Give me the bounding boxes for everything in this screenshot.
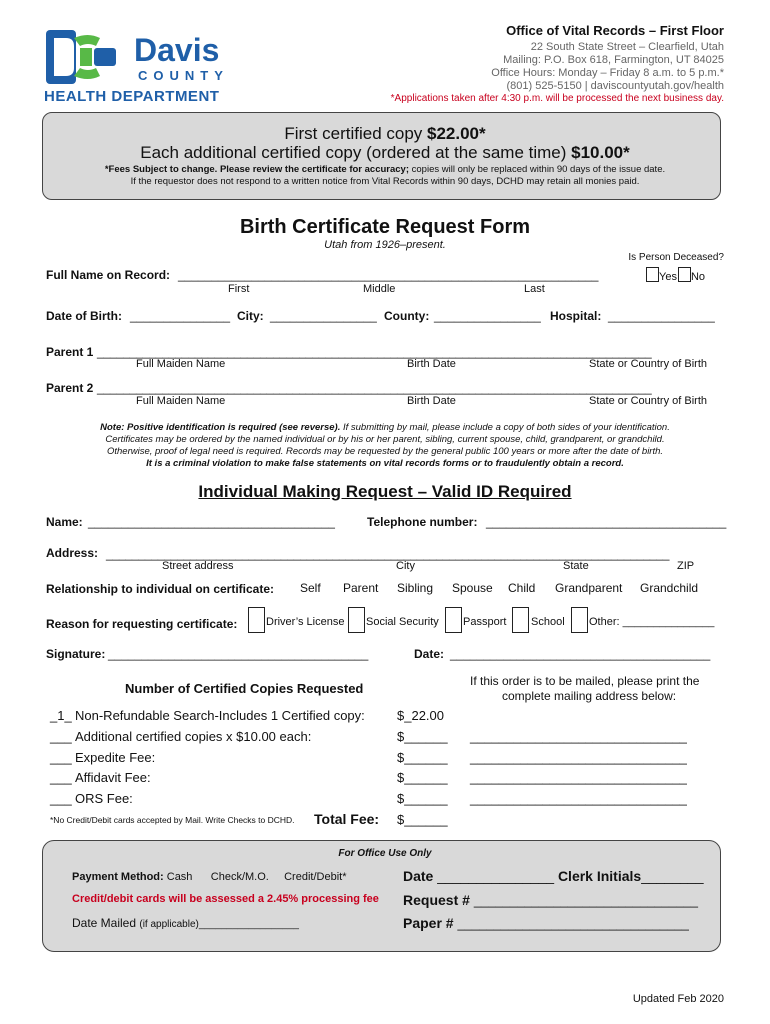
relationship-sibling[interactable]: Sibling <box>397 581 434 595</box>
fee-note-2: If the requestor does not respond to a written notice from Vital Records within 90 days, DCHD may retain all monies paid. <box>130 176 640 187</box>
request-number <box>403 892 698 908</box>
deceased-no-label: No <box>690 271 706 283</box>
office-phone-web: (801) 525-5150 | daviscountyutah.gov/health <box>506 80 724 92</box>
reason-other-checkbox[interactable] <box>571 607 588 633</box>
mail-address-line-4[interactable]: ______________________________ <box>470 791 687 806</box>
copies-row-3-qty[interactable]: ___ <box>50 750 72 765</box>
mail-note-1: If this order is to be mailed, please print the <box>470 674 700 688</box>
additional-copy-text: Each additional certified copy (ordered at the same time) <box>140 143 572 162</box>
logo-county-text: COUNTY <box>138 68 229 83</box>
relationship-child[interactable]: Child <box>508 581 536 595</box>
copies-row-5-label: ORS Fee: <box>75 791 133 806</box>
id-note-rest: If submitting by mail, please include a copy of both sides of your identification. <box>340 422 670 433</box>
mail-note-2: complete mailing address below: <box>502 689 677 703</box>
telephone-field[interactable]: ____________________________________ <box>486 515 727 529</box>
relationship-parent[interactable]: Parent <box>343 581 379 595</box>
office-date <box>403 868 704 884</box>
county-label: County: <box>384 309 430 323</box>
hospital-field[interactable]: ________________ <box>608 309 715 323</box>
full-name-label: Full Name on Record: <box>46 268 171 282</box>
parent1-maiden-caption: Full Maiden Name <box>136 358 226 370</box>
dob-label: Date of Birth: <box>46 309 122 323</box>
parent2-label: Parent 2 <box>46 381 94 395</box>
copies-row-2-qty[interactable]: ___ <box>50 729 72 744</box>
mail-address-line-2[interactable]: ______________________________ <box>470 750 687 765</box>
payment-method <box>72 871 346 883</box>
parent1-field[interactable]: _____________________________________________________________________________________ <box>97 345 652 359</box>
total-fee-amount[interactable]: $______ <box>397 812 448 827</box>
reason-social-security-label: Social Security <box>366 616 439 628</box>
mail-address-line-1[interactable]: ______________________________ <box>470 729 687 744</box>
is-deceased-label: Is Person Deceased? <box>628 252 724 263</box>
office-hours: Office Hours: Monday – Friday 8 a.m. to 5 p.m.* <box>491 67 724 79</box>
id-note-1 <box>0 422 770 433</box>
additional-copy-price: $10.00* <box>571 143 630 162</box>
street-caption: Street address <box>162 560 234 572</box>
date-label: Date: <box>414 647 445 661</box>
additional-copy-fee <box>0 143 770 163</box>
deceased-no-checkbox[interactable] <box>678 267 691 282</box>
relationship-grandparent[interactable]: Grandparent <box>555 581 623 595</box>
office-date-field[interactable]: _______________ <box>437 868 555 884</box>
copies-row-4-amount[interactable]: $______ <box>397 770 448 785</box>
applications-note: *Applications taken after 4:30 p.m. will be processed the next business day. <box>390 93 724 104</box>
parent2-field[interactable]: _____________________________________________________________________________________ <box>97 381 652 395</box>
fee-note-rest: copies will only be replaced within 90 days of the issue date. <box>409 164 666 175</box>
no-card-note: *No Credit/Debit cards accepted by Mail. Write Checks to DCHD. <box>50 815 295 825</box>
reason-school-checkbox[interactable] <box>512 607 529 633</box>
copies-row-2-amount[interactable]: $______ <box>397 729 448 744</box>
requester-heading: Individual Making Request – Valid ID Required <box>198 482 572 501</box>
copies-row-4-label: Affidavit Fee: <box>75 770 151 785</box>
copies-row-4-qty[interactable]: ___ <box>50 770 72 785</box>
date-field[interactable]: _______________________________________ <box>450 647 711 661</box>
copies-row-5-qty[interactable]: ___ <box>50 791 72 806</box>
middle-name-caption: Middle <box>363 283 396 295</box>
office-date-label: Date <box>403 868 434 884</box>
last-name-caption: Last <box>524 283 545 295</box>
parent2-birthdate-caption: Birth Date <box>407 395 456 407</box>
office-address: 22 South State Street – Clearfield, Utah <box>530 41 724 53</box>
total-fee-label: Total Fee: <box>314 811 380 827</box>
dob-field[interactable]: _______________ <box>130 309 231 323</box>
parent2-state-caption: State or Country of Birth <box>589 395 707 407</box>
reason-passport-checkbox[interactable] <box>445 607 462 633</box>
clerk-initials-field[interactable]: ________ <box>641 868 704 884</box>
logo <box>44 28 244 108</box>
card-fee-note: Credit/debit cards will be assessed a 2.45% processing fee <box>72 893 379 905</box>
first-copy-price: $22.00* <box>427 124 486 143</box>
reason-school-label: School <box>531 616 565 628</box>
first-name-caption: First <box>228 283 250 295</box>
id-note-3: Otherwise, proof of legal need is required. Records may be requested by the general public 100 years or more after the date of birth. <box>106 446 664 457</box>
copies-heading: Number of Certified Copies Requested <box>125 681 364 696</box>
date-mailed-label: Date Mailed <box>72 916 140 930</box>
office-mailing: Mailing: P.O. Box 618, Farmington, UT 84025 <box>503 54 724 66</box>
date-mailed-if-applicable: (if applicable) <box>139 919 199 930</box>
reason-other-label[interactable]: Other: _______________ <box>589 616 715 628</box>
city-label: City: <box>237 309 264 323</box>
signature-field[interactable]: _______________________________________ <box>108 647 369 661</box>
deceased-yes-checkbox[interactable] <box>646 267 659 282</box>
fee-note-1 <box>0 164 770 175</box>
relationship-self[interactable]: Self <box>300 581 321 595</box>
logo-dept-text: HEALTH DEPARTMENT <box>44 88 220 105</box>
updated-date: Updated Feb 2020 <box>632 993 724 1005</box>
office-use-heading: For Office Use Only <box>338 848 432 859</box>
requester-name-field[interactable]: _____________________________________ <box>88 515 335 529</box>
reason-drivers-license-label: Driver’s License <box>266 616 345 628</box>
date-mailed <box>72 916 299 930</box>
first-copy-text: First certified copy <box>284 124 428 143</box>
relationship-grandchild[interactable]: Grandchild <box>640 581 699 595</box>
payment-method-label: Payment Method: <box>72 871 164 883</box>
copies-row-3-label: Expedite Fee: <box>75 750 156 765</box>
parent1-birthdate-caption: Birth Date <box>407 358 456 370</box>
copies-row-1-qty[interactable]: _1_ <box>50 708 72 723</box>
parent2-maiden-caption: Full Maiden Name <box>136 395 226 407</box>
hospital-label: Hospital: <box>550 309 602 323</box>
city-field[interactable]: ________________ <box>270 309 377 323</box>
deceased-options <box>646 267 705 283</box>
form-title: Birth Certificate Request Form <box>239 216 531 238</box>
copies-row-5-amount[interactable]: $______ <box>397 791 448 806</box>
signature-label: Signature: <box>46 647 106 661</box>
id-note-bold: Note: Positive identification is required (see reverse). <box>100 422 341 433</box>
full-name-field[interactable]: _______________________________________________________________ <box>178 268 599 282</box>
reason-passport-label: Passport <box>463 616 507 628</box>
paper-number-field[interactable]: ________________________________ <box>457 916 689 931</box>
request-number-field[interactable]: _______________________________ <box>473 893 698 908</box>
parent1-label: Parent 1 <box>46 345 94 359</box>
copies-row-2-label: Additional certified copies x $10.00 each: <box>75 729 312 744</box>
paper-number <box>403 915 689 931</box>
form-subtitle: Utah from 1926–present. <box>324 239 446 251</box>
id-note-4: It is a criminal violation to make false statements on vital records forms or to fraudulently obtain a record. <box>146 458 624 469</box>
copies-row-1-amount[interactable]: $_22.00 <box>397 708 444 723</box>
id-note-2: Certificates may be ordered by the named individual or by his or her parent, sibling, current spouse, child, grandparent, or grandchild. <box>105 434 665 445</box>
relationship-label: Relationship to individual on certificate: <box>46 582 275 596</box>
fee-note-bold: *Fees Subject to change. Please review the certificate for accuracy; <box>104 164 409 175</box>
address-label: Address: <box>46 546 99 560</box>
state-caption: State <box>563 560 589 572</box>
logo-davis-text: Davis <box>134 32 220 68</box>
reason-label: Reason for requesting certificate: <box>46 617 238 631</box>
paper-number-label: Paper # <box>403 915 454 931</box>
first-copy-fee <box>0 124 770 144</box>
copies-row-1-label: Non-Refundable Search-Includes 1 Certified copy: <box>75 708 365 723</box>
reason-social-security-checkbox[interactable] <box>348 607 365 633</box>
relationship-spouse[interactable]: Spouse <box>452 581 493 595</box>
county-field[interactable]: ________________ <box>434 309 541 323</box>
address-field[interactable]: _______________________________________________________________________________________ <box>106 547 670 561</box>
mail-address-line-3[interactable]: ______________________________ <box>470 770 687 785</box>
davis-county-logo-icon <box>44 28 120 86</box>
payment-method-options: Cash Check/M.O. Credit/Debit* <box>166 871 347 883</box>
telephone-label: Telephone number: <box>367 515 478 529</box>
reason-drivers-license-checkbox[interactable] <box>248 607 265 633</box>
zip-caption: ZIP <box>677 560 695 572</box>
date-mailed-field[interactable]: __________________ <box>198 919 299 930</box>
request-number-label: Request # <box>403 892 470 908</box>
requester-name-label: Name: <box>46 515 83 529</box>
deceased-yes-label: Yes <box>659 271 677 283</box>
parent1-state-caption: State or Country of Birth <box>589 358 707 370</box>
city-caption: City <box>396 560 415 572</box>
copies-row-3-amount[interactable]: $______ <box>397 750 448 765</box>
clerk-initials-label: Clerk Initials <box>557 868 642 884</box>
office-title: Office of Vital Records – First Floor <box>506 23 724 38</box>
